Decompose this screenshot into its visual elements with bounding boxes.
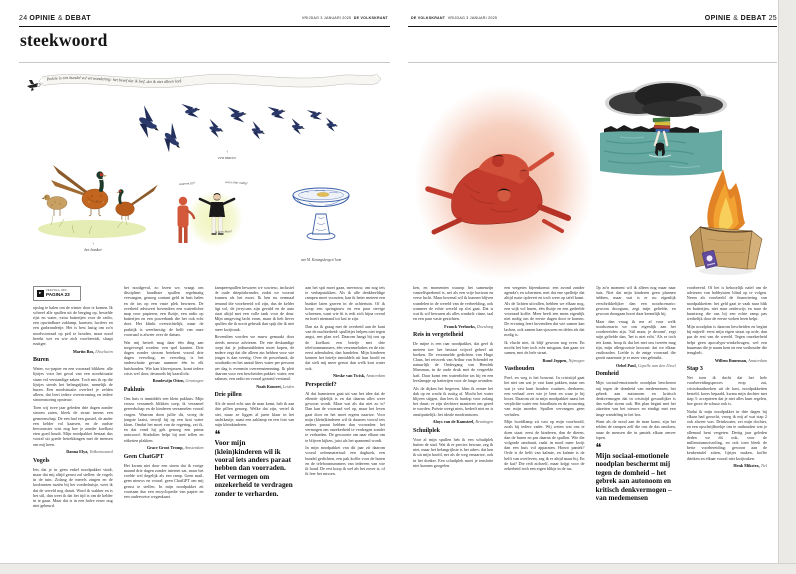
page-header-left — [19, 13, 390, 24]
letter-author — [504, 358, 584, 363]
author-place: Doesburg — [475, 323, 494, 329]
author-name: Grace Groot Tromp, — [146, 445, 184, 451]
banner-text: Poëzie is een bundel vol verwondering: het besef dat ik leef, dat ik niet alleen leef. — [46, 74, 183, 85]
pheasants-caption: het banket — [84, 247, 102, 252]
author-name: Henk Mikstra, — [733, 463, 760, 469]
letter-paragraph: In mijn noodpakket van dit jaar zit daarom vooral oefenmateriaal: een dagboek, een bundel gedichten, een pak koffie voor de buren en de telefoonnummers van iedereen van wie ik houd. De rest koop ik wel als het zover is, of ik leer het missen. — [305, 445, 385, 477]
header-rule — [19, 26, 390, 27]
page-number: 25 — [768, 15, 777, 22]
letter-paragraph: een vergeten bijeenkomst: een avond zonder agenda's en schermen, met dat ene spelletje dat altijd ruzie oplevert en toch weer op tafel komt. Als de lichten uitvallen, hebben we elkaar nog, een wijk vol buren, één fluitje en een gedeelde voorraad koffie. Meer heeft een mens eigenlijk niet nodig om de eerste dagen door te komen. De ervaring leert bovendien dat wie samen kan lachen, ook samen kan sjouwen en delen als dat nodig is. — [504, 285, 585, 337]
author-place: Amsterdam — [183, 445, 204, 451]
title-rule — [408, 62, 777, 63]
letter-paragraph: Voor al mijn spullen heb ik een schuilplek buiten de stad. Wat ik er precies bewaar, zeg ik niet, maar het belangrijkste is het adres: dat ken ik uit mijn hoofd, net als de weg ernaartoe, ook in het donker. Een schuilplek moet je tenslotte niet kunnen googelen. — [413, 436, 494, 468]
letters-columns-right — [413, 285, 767, 557]
author-name: Aloys van de Kamsteel, — [432, 419, 475, 425]
title-rule — [19, 62, 390, 63]
letter-paragraph: opslag te halen om de winter door te komen. Ik schreef alle spullen uit de berging op, bestelde rijst en water, extra batterijen voor de radio, een opwindbare zaklamp, kaarsen, lucifers en een gasbrandertje. Het is best lastig om zo'n noodvoorraad op peil te houden, maar nood breekt wet en wie zich voorbereidt, slaapt rustiger. — [33, 304, 113, 347]
letter-paragraph: Want als de nood aan de man komt, zijn het zelden de rampen zelf die ons de das omdoen, maar de mensen die in paniek elkaar omver lopen. — [595, 419, 676, 440]
text-column — [504, 285, 584, 557]
speech-low: ik ben chaos! — [214, 229, 233, 234]
letter-author — [33, 349, 113, 354]
author-name: Ruud Jeppen, — [542, 357, 568, 363]
author-name: Franck Verhoeks, — [444, 323, 476, 329]
pull-quote-text: Mijn sociaal-emotionele noodplan beschermt mij tegen de domheid – het gebrek aan autonoom en kritisch denkvermogen – van medemensen — [595, 452, 672, 503]
continuation-label: VERVOLG VAN — [46, 289, 67, 292]
letter-heading: Pakhuis — [123, 386, 145, 393]
letter-author — [413, 419, 493, 424]
author-name: Boudewijn Otten, — [152, 378, 185, 384]
author-name: Nieske van Twisk, — [333, 373, 366, 379]
letter-heading: Drie pillen — [214, 392, 242, 399]
letter-author — [124, 445, 204, 450]
quote-mark-icon: ❝ — [595, 442, 602, 455]
page-right — [408, 13, 777, 561]
paper-name: DE VOLKSKRANT — [353, 16, 388, 20]
continuation-page: PAGINA 23 — [46, 292, 70, 298]
quote-mark-icon: ❝ — [214, 429, 221, 442]
author-place: Amsterdam — [747, 357, 767, 363]
paper-name: DE VOLKSKRANT — [411, 16, 446, 20]
text-column — [596, 285, 676, 557]
scan-background — [0, 564, 796, 574]
letter-paragraph: Als de dijken het begeven, klim ik ermee het dak op en wacht ik rustig af. Mocht het water blijven stijgen, dan lees ik hardop voor zolang het duurt; er zijn slechtere manieren om gered te worden. Poëzie weegt niets, bederft niet en is onuitputtelijk: het ideale noodrantsoen. — [413, 385, 494, 417]
author-place: IJsselstein — [94, 348, 113, 354]
author-name: Danna Elya, — [66, 449, 89, 455]
page-number: 24 — [19, 15, 28, 22]
author-place: Amsterdam — [365, 373, 385, 379]
pull-quote — [596, 444, 675, 502]
pull-quote — [215, 431, 294, 498]
letter-paragraph: Net toen ik dacht dat het hele voorbereidingsproces erop zat, crisisdraaiboeken uit de kast, noodpakketten besteld, koers bepaald, kwam mijn dochter met stap 3: accepteren dat je niet alles kunt regelen, hoe groot de schuur ook is. — [686, 375, 767, 407]
text-column — [413, 285, 493, 557]
letter-author — [413, 324, 493, 329]
page-header-right — [408, 13, 777, 24]
letter-author — [33, 449, 113, 454]
author-place: Tiel — [759, 463, 767, 469]
text-column — [33, 285, 113, 557]
author-name: Willem Buurman, — [714, 357, 748, 363]
author-place: Groningen — [184, 378, 204, 384]
flock-arrow: ↑ — [226, 149, 228, 154]
letter-paragraph: Wat mij betreft mag daar één ding aan toegevoegd worden: een spel kaarten. Drie dagen zonder stroom betekent vooral drie dagen verveling, en verveling is het onderschatte gevaar nummer één in elk huishouden. Wie kan klaverjassen, komt iedere crisis wel door, desnoods bij kaarslicht. — [123, 339, 204, 376]
conversation-figures-icon — [178, 191, 244, 247]
letter-paragraph: het noodgeval, zo lezen we, vraagt om discipline: houdbare spullen regelmatig vervangen, genoeg contant geld in huis halen en de tas op een vaste plek bewaren. De overheid adviseert bovendien een waterdichte map voor papieren, een fluitje, een radio op batterijen en een powerbank die het ook echt doet. Het klinkt overzichtelijk, maar de praktijk is weerbarstig: de helft van onze voorraad is alweer over de datum. — [123, 285, 204, 337]
author-place: Leiden — [281, 383, 295, 389]
letter-heading: Geen ChatGPT — [123, 453, 164, 460]
text-column — [687, 285, 767, 557]
letter-heading: Perspectief? — [305, 381, 337, 388]
letter-paragraph: Als de nood echt aan de man komt, heb ik aan drie pillen genoeg. Welke dat zijn, vertel ik niet, maar ze liggen al jaren klaar in het nachtkastje, naast een zaklamp en een foto van mijn kleinkinderen. — [214, 401, 295, 427]
letter-paragraph: Dan sta ik graag met de overheid aan de kant van de nuchterheid: spulletjes helpen niet tegen angst, een plan wel. Daarom hangt bij ons op de koelkast een briefje met drie telefoonnummers, één verzameladres en de zin: eerst ademhalen, dan handelen. Mijn kinderen kennen het briefje inmiddels uit hun hoofd en dat stelt mij meer gerust dan welk krat water ook. — [305, 323, 385, 371]
letter-author — [596, 363, 676, 368]
letter-paragraph: voorbereid. Of het is behoorlijk naïef om de adviezen van hobbyisten blind op te volgen. Neem als voorbeeld de financiering van noodpakketten: het geld gaat te vaak naar blik en batterijen, niet naar onderwijs en naar de buurtzorg die ons bij een echte ramp pas werkelijk door de eerste weken heen helpt. — [686, 285, 767, 322]
flock-caption: een macro — [218, 155, 236, 160]
plane-icon — [27, 80, 45, 91]
letter-paragraph: Ons huis is inmiddels een klein pakhuis. Mijn vrouw verzamelt blikken soep, ik verzamel gereedschap en de kinderen verzamelen vooral vragen. Waarom doen jullie dit, vroeg de jongste laatst, terwijl hij op een krat water klom. Omdat het moet van de regering, zei ik, en dat vond hij gek genoeg een prima antwoord. Sindsdien helpt hij met tellen en etiketten plakken. — [123, 395, 204, 443]
arrow-icon: ▸ — [37, 290, 44, 297]
speech-left: waarom jij?! — [178, 180, 196, 186]
letter-heading: Domheid — [595, 371, 619, 378]
letter-paragraph: Water, wc-papier en een voorraad blikken: alle lijstjes voor het geval van een noodsituatie staan vol verstandige zaken. Toch mis ik op die lijstjes steeds het belangrijkste, namelijk de buren. Een noodsituatie overleef je zelden alleen, dat leert iedere overstroming en iedere stroomstoring opnieuw. — [33, 366, 113, 403]
burning-box-icon — [690, 169, 762, 275]
letter-paragraph: Mijn sociaal-emotionele noodplan beschermt mij tegen de domheid van medemensen, het gebrek aan autonoom en kritisch denkvermogen dat in crisistijd gevaarlijker is dan welke storm ook. Het plan begint met het uitzetten van het nieuws en eindigt met een lange wandeling in het bos. — [595, 380, 676, 417]
letter-heading: Vasthouden — [504, 366, 535, 373]
letter-paragraph: Poef, en weg is het houvast. In crisistijd gaat het niet om wat je vast kunt pakken, maar om wat je vast kunt houden: routines, dierbaren, een verhaal over wie je bent en waar je bij hoort. Daarom zit in mijn noodpakket naast het verplichte water een fotoalbum en de trouwring van mijn moeder. Spullen vervangen geen verhalen. — [504, 375, 585, 417]
birds-flock-icon — [130, 100, 338, 155]
continuation-box — [33, 286, 81, 301]
letter-author — [687, 463, 767, 468]
letter-author — [215, 384, 295, 389]
dateline: VRIJDAG 3 JANUARI 2025 DE VOLKSKRANT — [301, 16, 388, 20]
letter-paragraph: Toen wij twee jaar geleden drie dagen zonder stroom zaten, bleek de straat ineens een gemeenschap. De een had een gasstel, de ander een kelder vol kaarsen, en de oudste bewoonster wist nog hoe je zonder koelkast eten goed houdt. Mijn noodpakket bestaat dus vooral uit goede betrekkingen met de mensen om mij heen. — [33, 405, 113, 447]
dateline: DE VOLKSKRANT VRIJDAG 3 JANUARI 2025 — [411, 16, 498, 20]
letter-paragraph: Het kwam niet door een storm dat ik vorige maand drie dagen zonder internet zat, maar het voelde wel degelijk als een ramp. Geen mail, geen nieuws en vooral: geen ChatGPT om mij gerust te stellen. In mijn noodpakket zit voortaan dus een encyclopedie van papier en een ouderwetse wegenkaart. — [123, 462, 204, 499]
author-place: Nijmegen — [567, 357, 585, 363]
illustration-left — [19, 71, 390, 283]
pheasants-icon — [38, 165, 158, 238]
letter-author — [124, 378, 204, 383]
text-column — [215, 285, 295, 557]
letter-paragraph: Ik vlucht niet, ik blijf gewoon nog even. En mocht het hier toch echt misgaan, dan gaan we samen, met de hele straat. — [504, 339, 585, 355]
letter-paragraph: Al dat hamsteren gaat uit van het idee dat de ellende tijdelijk is en dat daarna alles weer gewoon wordt. Maar wat als dat niet zo is? Dan kan de voorraad wel op, maar het leven gaat door en het moet ergens naartoe. Voor mijn (klein)kinderen wil ik daarom vooral iets anders paraat hebben dan voorraden: het vermogen om onzekerheid te verdragen zonder te verharden. De gewoonte om naar elkaar om te blijven kijken, juist als het spannend wordt. — [305, 390, 385, 443]
pheasants-arrow: ↑ — [92, 241, 94, 246]
author-name: Oebel Paul, — [615, 362, 637, 368]
letter-heading: Stap 3 — [686, 366, 703, 373]
scan-background — [779, 0, 796, 574]
letter-paragraph: ken, en momenten waarop het samenzijn vanzelfsprekend is, net als een vrije horizon en verse lucht. Maar bovenal wil ik kunnen blijven wandelen in de wereld van de verbeelding, ook wanneer de echte wereld op slot gaat. Dat is wat ik wil bewaren als alles wankelt: ritme, taal en een paar vaste gezichten. — [413, 285, 494, 322]
page-title: steekwoord — [20, 30, 108, 50]
letter-paragraph: Nadat ik mijn noodpakket in drie dagen bij elkaar had gezocht, vroeg ik mij af wat stap 2 ook alweer was. Drinkwater, zei mijn dochter, en een opschrijfboekje om te onthouden wat je allemaal bent vergeten. Dertig jaar geleden deden we dit ook, voor de millenniumwisseling, en ook toen bleek de beste voorbereiding: gewoon aan de keukentafel zitten, lijstjes maken, koffie drinken en elkaar vooral niet kwijtraken. — [686, 408, 767, 461]
letter-paragraph: Iets dat je in geen enkel noodpakket vindt, maar dat mij altijd gerust zal stellen: de vogels in de tuin. Zolang de merels zingen en de koolmezen ruziën bij het voederhuisje, weet ik dat de wereld nog draait. Word ik wakker en is het stil, dan weet ik dat het tijd is om de kelder in te gaan. Maar dat is in een halve eeuw nog niet gebeurd. — [33, 466, 113, 509]
author-name: Noah Komeet, — [256, 383, 282, 389]
letter-heading: Reis in vergetelheid — [413, 332, 464, 339]
letter-paragraph: aan het spit moet gaan, mevrouw, om nog iets te verhapstukken. Als ik alle denkbeeldige rampen moet voorzien, kan ik beter meteen een bunker laten graven in de achtertuin. Of ik koop een springtouw en een paar stevige schoenen, want wie fit is redt zich bijna overal en hoeft niemand tot last te zijn. — [305, 285, 385, 322]
letters-columns-left — [33, 285, 385, 557]
porcelain-bowl-icon — [293, 188, 349, 240]
banner — [39, 74, 381, 87]
letter-heading: Vogels — [33, 457, 50, 464]
author-place: Capelle aan den IJssel — [636, 362, 676, 368]
letter-paragraph: De mijne is een raar noodpakket, dat geef ik meteen toe: het bestaat vrijwel geheel uit boeken. De verzamelde gedichten van Hugo Claus, het reiswerk van Arthur van Schendel en natuurlijk de Ondergang van Hendrik Marsman, in de oude druk met de vergeelde kaft. Daar komt een waterdichte tas bij en een leeslampje op batterijen voor de lange avonden. — [413, 341, 494, 383]
header-rule — [408, 26, 777, 27]
letter-paragraph: kampeerspullen bewaren we sowieso, inclusief de oude driepitsbrander, zodat we vooruit kunnen als het moet. Ik ben nu eenmaal iemand die voorbereid wil zijn, dus de kelder ligt vol, de jerrycans zijn gevuld en de auto staat altijd met een volle tank voor de deur. Mijn omgeving lacht erom, maar ik heb liever spullen die ik nooit gebruik dan spijt die ik niet meer kwijtraak. — [214, 285, 295, 332]
speech-right: wat is hier nodig! — [224, 180, 248, 186]
section-title: OPINIE & DEBAT 25 — [704, 15, 777, 22]
text-column — [305, 285, 385, 557]
letter-heading: Schuilplek — [413, 427, 441, 434]
section-title: OPINIE & DEBAT — [29, 15, 91, 22]
letter-paragraph: Op zo'n moment wil ik alleen nog maar naar huis. Niet dat mijn kinderen geen plannen hebben, maar wat is er nu eigenlijk verschrikkelijker dan een noodscenario: gewoon doorgaan, zegt mijn geliefde, en gewoon doorgaan hoort daar kennelijk bij. — [595, 285, 676, 317]
letter-heading: Buren — [33, 357, 49, 364]
letter-paragraph: Bovendien worden we murw gemaakt door steeds nieuwe adviezen. De ene deskundige roept dat je jodiumtabletten moet kopen, de andere zegt dat die alleen zin hebben voor wie jonger is dan veertig. Over de powerbank, de noodradio en het aantal liters water per persoon per dag is evenmin overeenstemming. Ik pleit daarom voor een bescheiden pakket: water, een zakmes, een radio en vooral gezond verstand. — [214, 334, 295, 381]
author-name: Martin Bos, — [72, 348, 95, 354]
wrestlers-icon — [414, 85, 594, 281]
letter-author — [305, 373, 385, 378]
author-place: Beuningen — [474, 419, 494, 425]
pull-quote-text: Voor mijn (klein)kinderen wil ik vooral iets anders paraat hebben dan voorraden. Het vermogen om onzekerheid te verdragen zonder te verharden. — [214, 439, 293, 498]
page-left — [19, 13, 390, 561]
text-column — [124, 285, 204, 557]
bowl-caption: van M. Koningsbergen' kom — [300, 258, 342, 262]
letter-author — [687, 358, 767, 363]
illustration-right — [408, 71, 777, 285]
letter-paragraph: Mijn hoofdlamp zit vast op mijn voorhoofd, zoals bij iedere vader. Wij weten wat ons te doen staat: eerst de kinderen, dan de dieren, dan de buren en pas daarna de spullen. Wie die volgorde omdraait, raakt in nood meer kwijt dan een huis vol apparaten. Hoezo paniek? Orde is de helft van kalmte, en kalmte is de helft van overleven, zeg ik er altijd maar bij. En de kat? Die redt zichzelf, maar krijgt voor de zekerheid toch een eigen blikje in de tas. — [504, 419, 585, 472]
letter-paragraph: Maar dan vraag ik me af voor welk noodscenario we ons eigenlijk aan het voorbereiden zijn. 'Stil maar, je droomt', zegt mijn geliefde dan, 'het is niet echt.' Als er toch iets komt, hoop ik dat het met ons tweeën mag zijn, mijn allergrootste houvast: dat we elkaar vasthouden. Liefde is de enige voorraad die groeit naarmate je er meer van gebruikt. — [595, 318, 676, 361]
letter-paragraph: Mijn noodplan is daarom bescheiden en begint bij mijzelf: eerst mijn eigen straat op orde, dan pas de rest van de wereld. Tegen onzekerheid helpt geen apocalyps-winkelwagen, wel een buurman die je naam kent en een wethouder die terugbelt. — [686, 323, 767, 355]
storm-cloud-icon — [605, 81, 727, 117]
author-place: Valkenswaard — [88, 449, 113, 455]
